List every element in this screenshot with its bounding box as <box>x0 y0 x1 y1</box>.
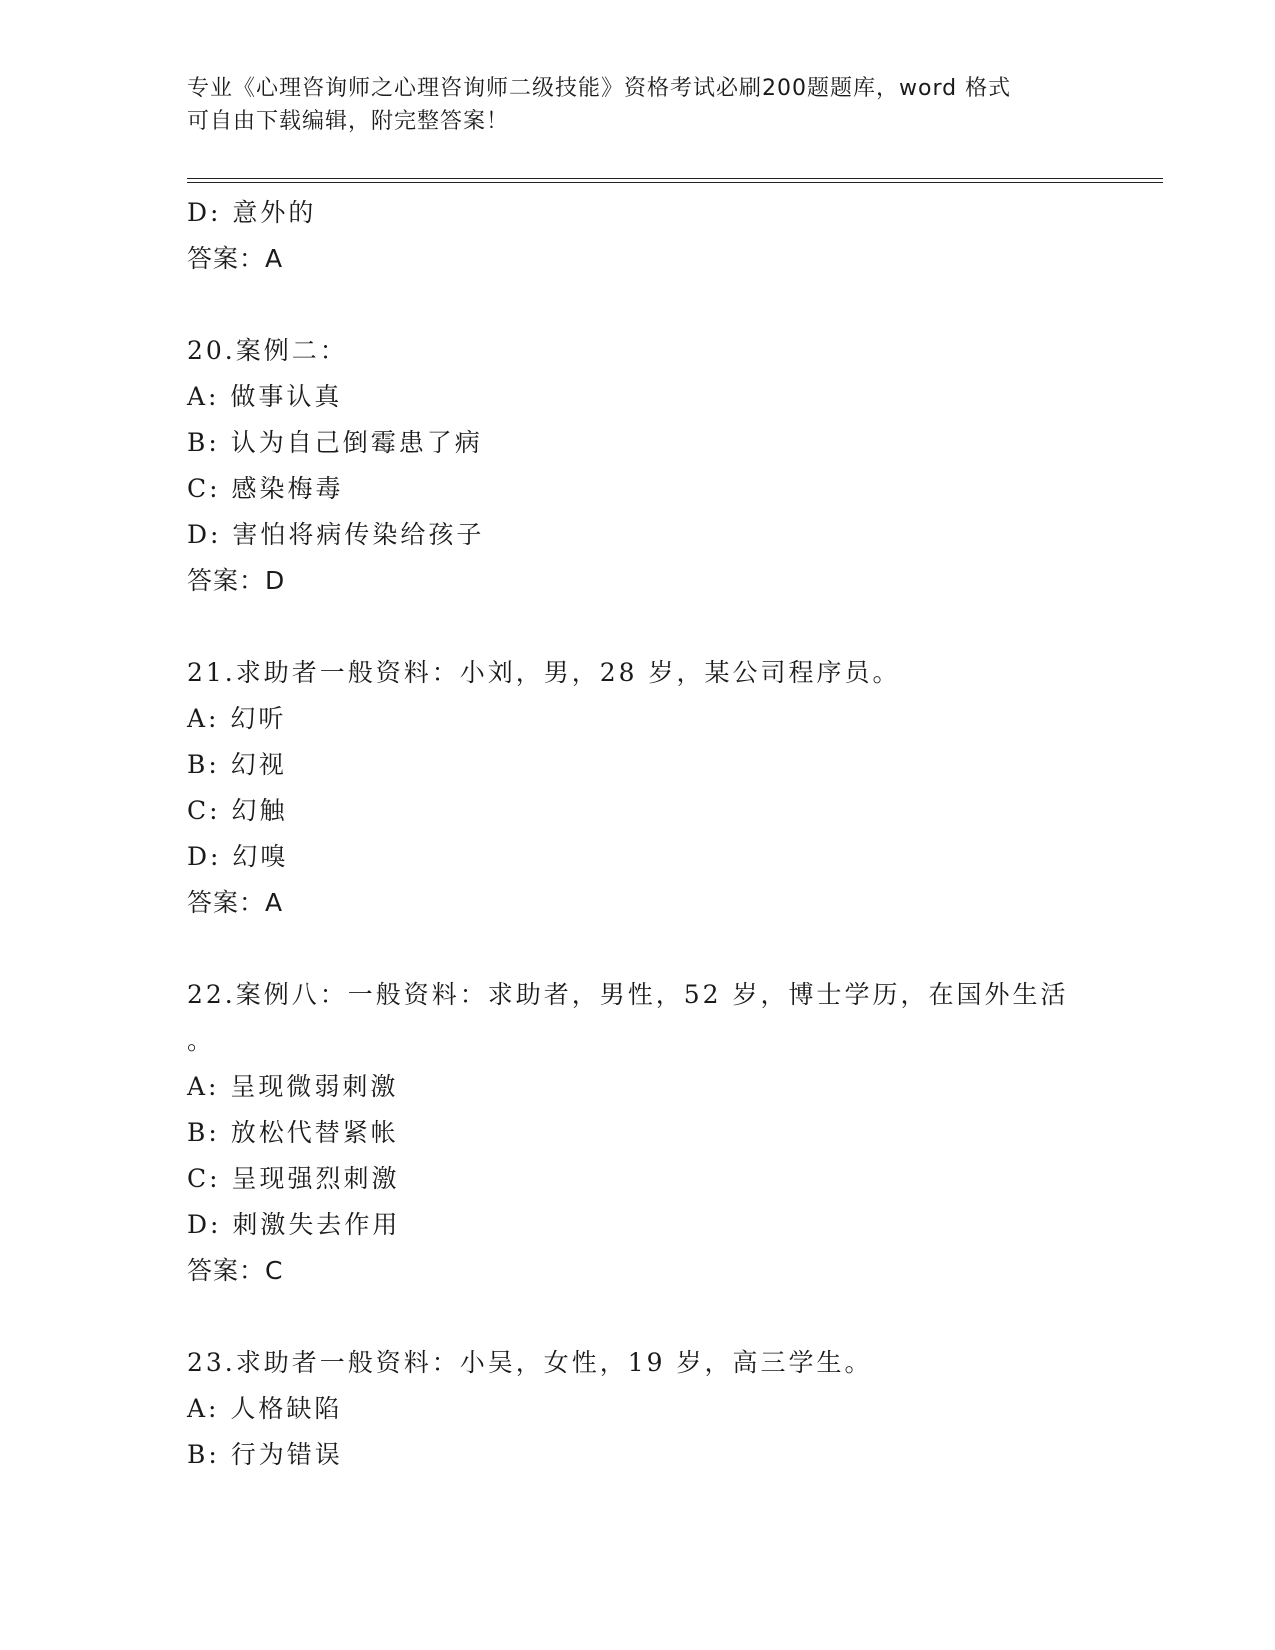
answer-label: 答案：A <box>187 244 284 273</box>
option-c: C: 感染梅毒 <box>187 474 344 503</box>
option-c: C: 幻触 <box>187 796 288 825</box>
option-b: B: 行为错误 <box>187 1440 343 1469</box>
header-line-2: 可自由下载编辑，附完整答案！ <box>187 109 510 134</box>
question-list <box>187 190 1147 1478</box>
question-19-tail <box>187 190 1147 282</box>
answer-label: 答案：C <box>187 1256 284 1285</box>
document-header <box>187 72 1087 138</box>
option-a: A: 人格缺陷 <box>187 1394 343 1423</box>
option-d: D: 意外的 <box>187 198 317 227</box>
option-a: A: 呈现微弱刺激 <box>187 1072 399 1101</box>
question-23 <box>187 1340 1147 1478</box>
question-stem: 20.案例二： <box>187 336 348 365</box>
answer-label: 答案：A <box>187 888 284 917</box>
option-b: B: 放松代替紧帐 <box>187 1118 399 1147</box>
spacer <box>187 282 1147 328</box>
question-22 <box>187 972 1147 1294</box>
option-b: B: 幻视 <box>187 750 287 779</box>
question-stem-continuation: 。 <box>187 1026 216 1055</box>
spacer <box>187 604 1147 650</box>
option-a: A: 幻听 <box>187 704 287 733</box>
question-stem: 22.案例八：一般资料：求助者，男性，52 岁，博士学历，在国外生活 <box>187 980 1069 1009</box>
option-b: B: 认为自己倒霉患了病 <box>187 428 483 457</box>
question-stem: 23.求助者一般资料：小吴，女性，19 岁，高三学生。 <box>187 1348 873 1377</box>
option-c: C: 呈现强烈刺激 <box>187 1164 400 1193</box>
header-divider-bottom <box>187 182 1163 183</box>
header-line-1: 专业《心理咨询师之心理咨询师二级技能》资格考试必刷200题题库，word 格式 <box>187 76 1012 101</box>
question-20 <box>187 328 1147 604</box>
spacer <box>187 926 1147 972</box>
option-d: D: 害怕将病传染给孩子 <box>187 520 485 549</box>
spacer <box>187 1294 1147 1340</box>
question-stem: 21.求助者一般资料：小刘，男，28 岁，某公司程序员。 <box>187 658 901 687</box>
question-21 <box>187 650 1147 926</box>
header-divider-top <box>187 178 1163 179</box>
option-d: D: 幻嗅 <box>187 842 289 871</box>
option-d: D: 刺激失去作用 <box>187 1210 401 1239</box>
answer-label: 答案：D <box>187 566 286 595</box>
option-a: A: 做事认真 <box>187 382 343 411</box>
